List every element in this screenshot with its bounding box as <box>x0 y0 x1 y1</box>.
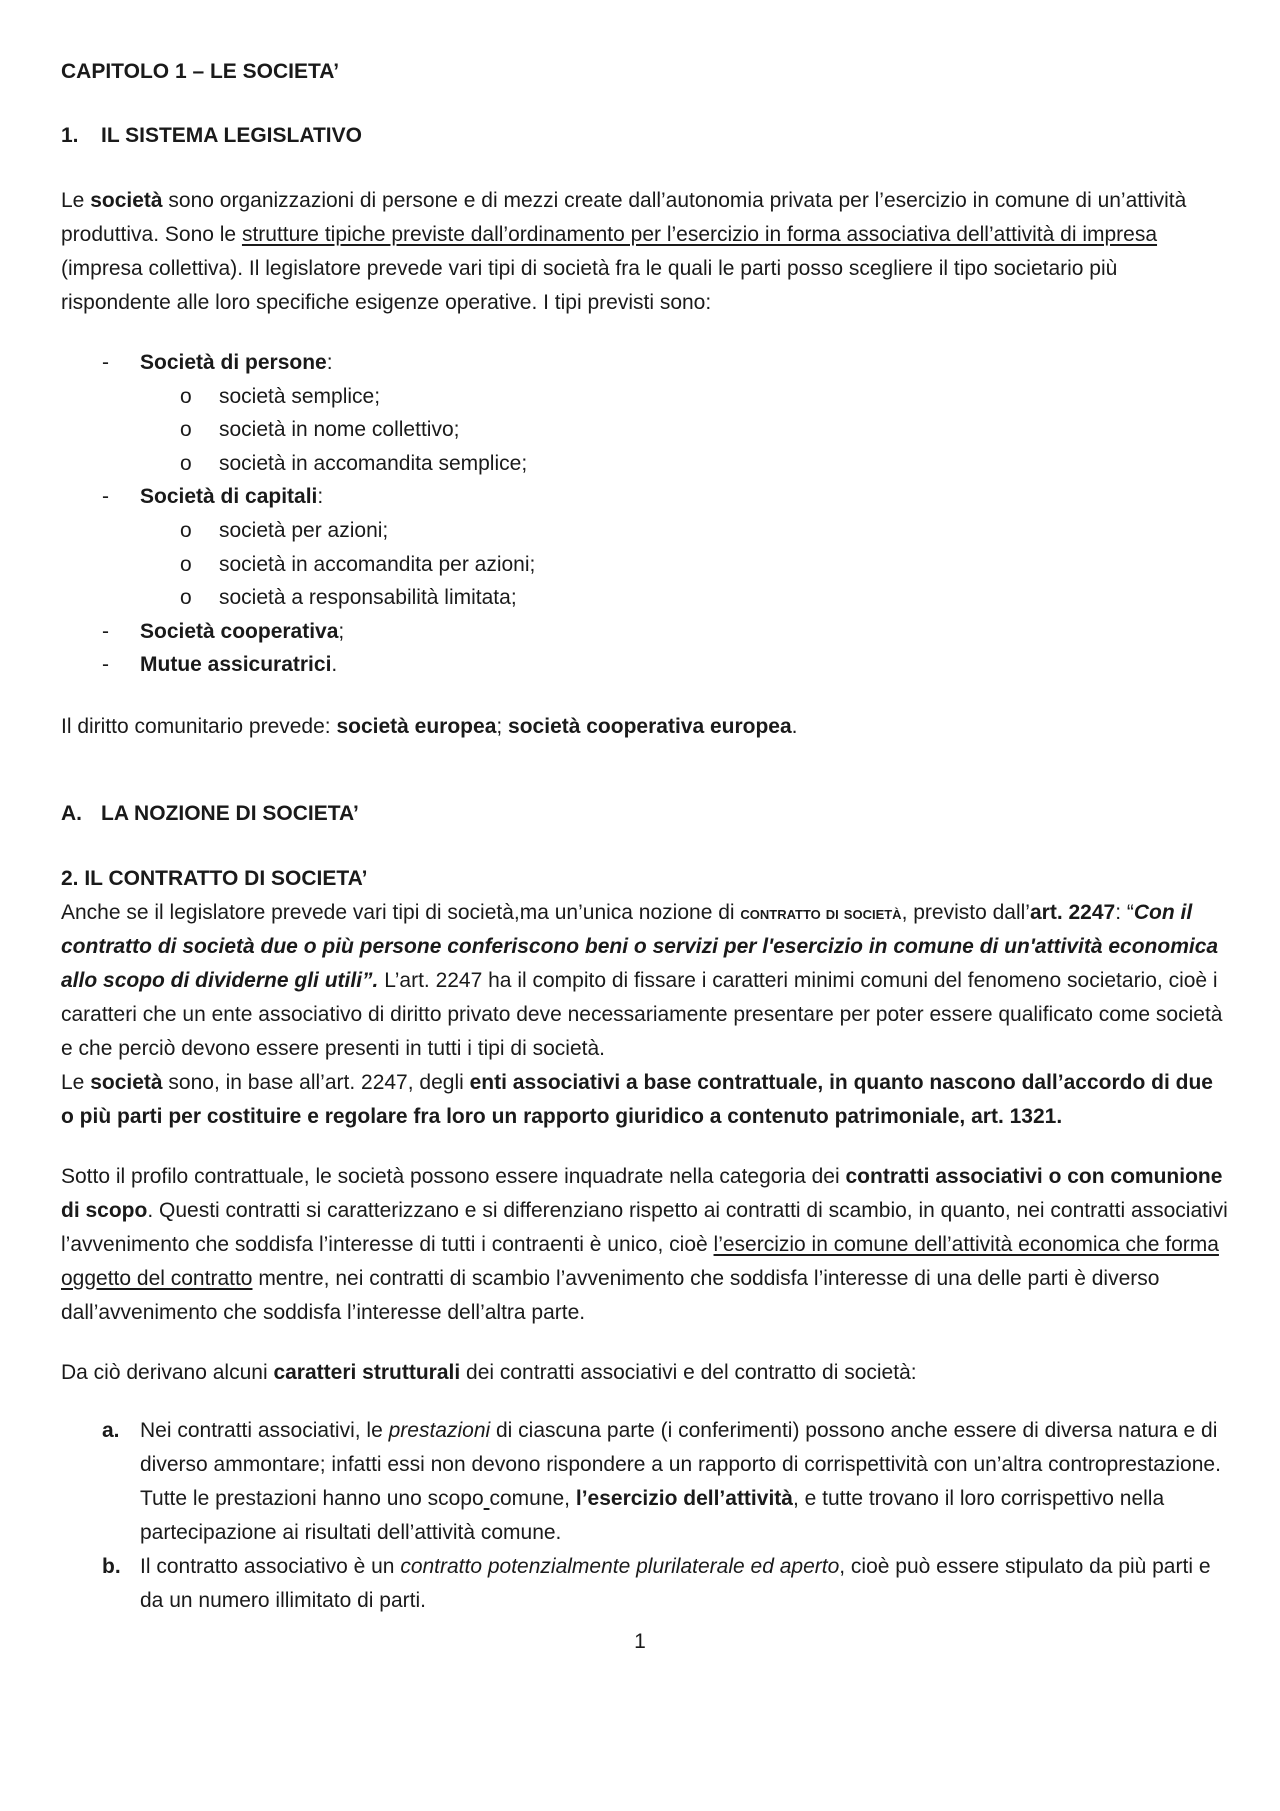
bold-run: caratteri strutturali <box>273 1360 461 1384</box>
text-run: . <box>791 714 798 738</box>
item-letter: a. <box>102 1418 120 1442</box>
text-run: ; <box>338 619 345 643</box>
list-item-mutue-assicuratrici <box>61 648 1231 682</box>
underlined-run: l’esercizio in comune dell’attività economica che forma oggetto del contratto <box>61 1232 1219 1290</box>
list-item-societa-di-capitali <box>61 480 1231 614</box>
text-run: di ciascuna parte (i conferimenti) possono anche essere di diversa natura e di diverso ammontare; infatti essi non devono rispondere a un rapporto di corrispettività con un’altra controprestazione. Tutte le prestazioni hanno uno scopo <box>140 1418 1221 1510</box>
dash-bullet: - <box>102 619 109 643</box>
text-run: Le <box>61 1070 91 1094</box>
sublist-item <box>140 447 1231 481</box>
circle-bullet: o <box>180 552 192 576</box>
italic-run: prestazioni <box>388 1418 491 1442</box>
small-caps-run: contratto di società <box>740 902 902 923</box>
text-run: sono, in base all’art. 2247, degli <box>162 1070 470 1094</box>
bold-run: enti associativi a base contrattuale, in quanto nascono dall’accordo di due o più parti per costituire e regolare fra loro un rapporto giuridico a contenuto patrimoniale, art. 1321. <box>61 1070 1213 1128</box>
circle-bullet: o <box>180 586 192 610</box>
section-a-heading <box>61 797 1231 831</box>
bold-run: società cooperativa europea <box>508 714 792 738</box>
sublist-item <box>140 514 1231 548</box>
section-1-intro-paragraph <box>61 184 1231 320</box>
list-item-societa-cooperativa <box>61 615 1231 649</box>
section-1-number: 1. <box>61 124 79 147</box>
text-run: . Questi contratti si caratterizzano e si differenziano rispetto ai contratti di scambio, in quanto, nei contratti associativi l’avvenimento che soddisfa l’interesse di tutti i contraenti è unico, cioè <box>61 1198 1228 1256</box>
list-item-label: Società cooperativa <box>140 619 339 643</box>
text-run: Le <box>61 189 91 212</box>
sublist-item-text: società a responsabilità limitata; <box>219 586 517 610</box>
bold-italic-quote: Con il contratto di società due o più persone conferiscono beni o servizi per l'esercizio in comune di un'attività economica allo scopo di dividerne gli utili”. <box>61 900 1219 992</box>
text-run: comune, <box>489 1486 576 1510</box>
circle-bullet: o <box>180 384 192 408</box>
text-run: , cioè può essere stipulato da più parti e da un numero illimitato di parti. <box>140 1554 1211 1612</box>
bold-run: società <box>90 1070 163 1094</box>
list-item-label: Società di capitali <box>140 485 318 509</box>
list-item-label: Società di persone <box>140 351 327 374</box>
bold-run: società <box>90 189 163 212</box>
sublist-item-text: società in nome collettivo; <box>219 418 460 442</box>
company-types-list <box>61 346 1231 682</box>
section-1-title: IL SISTEMA LEGISLATIVO <box>101 124 362 147</box>
sublist-item-text: società semplice; <box>219 384 381 408</box>
sublist-item <box>140 548 1231 582</box>
list-item-label: Mutue assicuratrici <box>140 653 332 677</box>
bold-run: art. 2247 <box>1029 900 1116 924</box>
section-2-title: 2. IL CONTRATTO DI SOCIETA’ <box>61 866 368 890</box>
sublist-persone <box>140 380 1231 481</box>
text-run: ; <box>496 714 509 738</box>
chapter-title: CAPITOLO 1 – LE SOCIETA’ <box>61 60 340 83</box>
text-run: dei contratti associativi e del contratto di società: <box>460 1360 917 1384</box>
contract-definition-paragraph <box>61 896 1231 1066</box>
underlined-run: strutture tipiche previste dall’ordinamento per l’esercizio in forma associativa dell’attività di impresa <box>241 223 1158 246</box>
feature-item-a <box>61 1414 1231 1550</box>
circle-bullet: o <box>180 518 192 542</box>
dash-bullet: - <box>102 351 109 374</box>
text-run: L’art. 2247 ha il compito di fissare i caratteri minimi comuni del fenomeno societario, cioè i caratteri che un ente associativo di diritto privato deve necessariamente presentare per poter essere qualificato come società e che perciò devono essere presenti in tutti i tipi di società. <box>61 968 1223 1060</box>
document-page <box>61 55 1231 1618</box>
associative-entities-paragraph <box>61 1066 1231 1134</box>
text-run: , previsto dall’ <box>901 900 1030 924</box>
sublist-item-text: società in accomandita semplice; <box>219 451 528 475</box>
sublist-item-text: società in accomandita per azioni; <box>219 552 536 576</box>
section-a-number: A. <box>61 801 82 825</box>
text-run: : “ <box>1115 900 1134 924</box>
eu-law-paragraph <box>61 710 1231 744</box>
text-run: Anche se il legislatore prevede vari tipi di società,ma un’unica nozione di <box>61 900 741 924</box>
dash-bullet: - <box>102 485 109 509</box>
section-1-heading <box>61 119 1231 153</box>
sublist-item <box>140 581 1231 615</box>
page-number: 1 <box>634 1630 646 1653</box>
circle-bullet: o <box>180 451 192 475</box>
text-run: . <box>331 653 338 677</box>
contractual-profile-paragraph <box>61 1160 1231 1330</box>
section-a-title: LA NOZIONE DI SOCIETA’ <box>101 801 359 825</box>
text-run: Il contratto associativo è un <box>140 1554 401 1578</box>
text-run: : <box>326 351 333 374</box>
list-item-societa-di-persone <box>61 346 1231 480</box>
text-run: Nei contratti associativi, le <box>140 1418 389 1442</box>
feature-item-b <box>61 1550 1231 1618</box>
text-run: Il diritto comunitario prevede: <box>61 714 337 738</box>
sublist-item <box>140 380 1231 414</box>
text-run: sono organizzazioni di persone e di mezzi create dall’autonomia privata per l’esercizio in comune di un’attività produttiva. Sono le <box>61 189 1187 246</box>
bold-run: società europea <box>336 714 497 738</box>
text-run: Sotto il profilo contrattuale, le società possono essere inquadrate nella categoria dei <box>61 1164 846 1188</box>
structural-features-list <box>61 1414 1231 1618</box>
text-run: , e tutte trovano il loro corrispettivo nella partecipazione ai risultati dell’attività comune. <box>140 1486 1165 1544</box>
dash-bullet: - <box>102 653 109 677</box>
sublist-item-text: società per azioni; <box>219 518 389 542</box>
item-letter: b. <box>102 1554 121 1578</box>
text-run: : <box>317 485 324 509</box>
sublist-item <box>140 413 1231 447</box>
bold-run: l’esercizio dell’attività <box>575 1486 793 1510</box>
circle-bullet: o <box>180 418 192 442</box>
italic-run: contratto potenzialmente plurilaterale ed aperto <box>400 1554 840 1578</box>
structural-features-intro <box>61 1356 1231 1390</box>
text-run: (impresa collettiva). Il legislatore prevede vari tipi di società fra le quali le parti posso scegliere il tipo societario più rispondente alle loro specifiche esigenze operative. I tipi previsti sono: <box>61 257 1118 314</box>
sublist-capitali <box>140 514 1231 615</box>
text-run: mentre, nei contratti di scambio l’avvenimento che soddisfa l’interesse di una delle parti è diverso dall’avvenimento che soddisfa l’interesse dell’altra parte. <box>61 1266 1160 1324</box>
text-run: Da ciò derivano alcuni <box>61 1360 274 1384</box>
bold-run: contratti associativi o con comunione di scopo <box>61 1164 1223 1222</box>
